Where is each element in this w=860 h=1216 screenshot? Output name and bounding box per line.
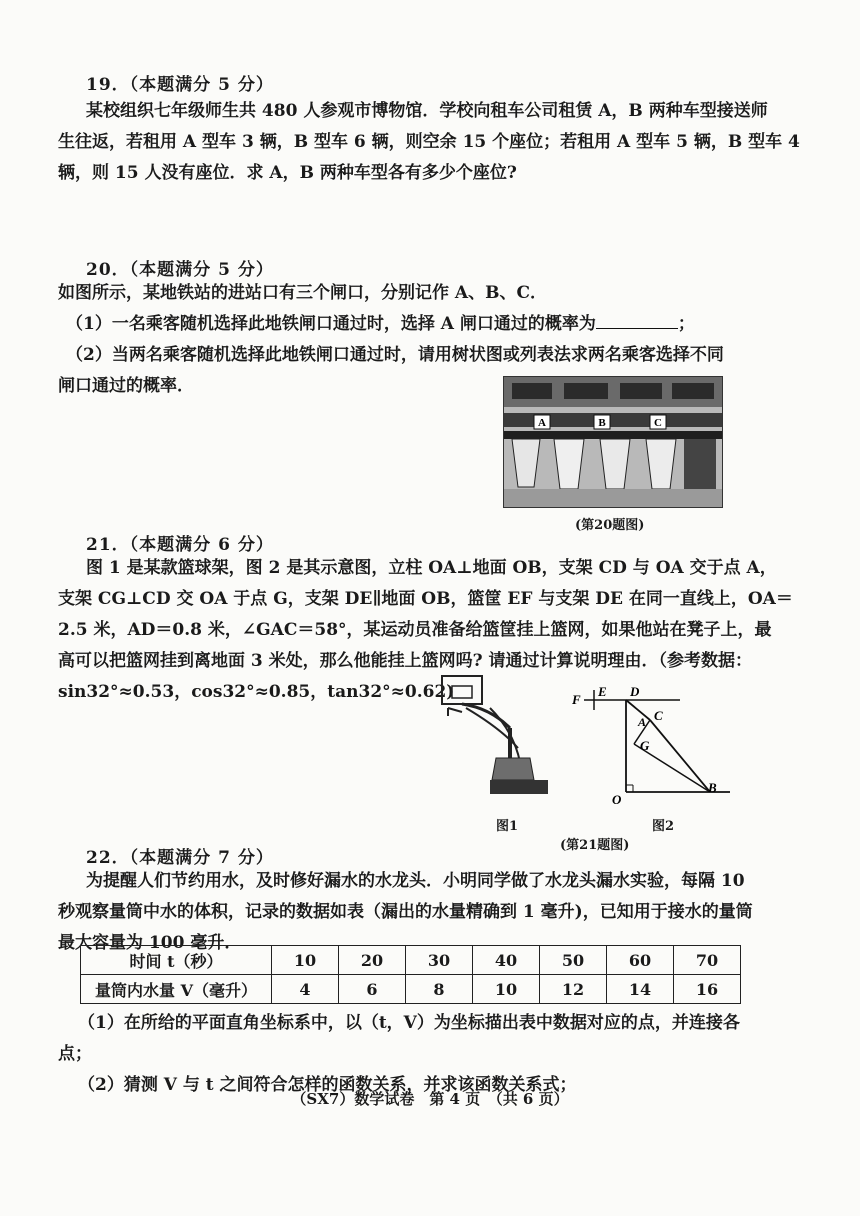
point-b-label: B [708, 780, 717, 795]
q22-title: 22．（本题满分 7 分） [86, 848, 274, 868]
table-cell: 20 [339, 946, 406, 975]
gate-label-b: B [598, 417, 606, 429]
table-cell: 30 [406, 946, 473, 975]
table-cell: 16 [674, 975, 741, 1004]
table-cell: 40 [473, 946, 540, 975]
q22-part1-line1: （1）在所给的平面直角坐标系中，以（t，V）为坐标描出表中数据对应的点，并连接各 [78, 1013, 740, 1033]
q21-line5: sin32°≈0.53，cos32°≈0.85，tan32°≈0.62) [58, 682, 455, 702]
table-row [81, 946, 741, 975]
q22-line2: 秒观察量筒中水的体积，记录的数据如表（漏出的水量精确到 1 毫升)，已知用于接水的量筒 [58, 902, 753, 922]
q20-part2-line1: （2）当两名乘客随机选择此地铁闸口通过时，请用树状图或列表法求两名乘客选择不同 [66, 345, 724, 365]
q21-line1: 图 1 是某款篮球架，图 2 是其示意图，立柱 OA⊥地面 OB，支架 CD 与 OA 交于点 A， [86, 558, 777, 578]
subway-gate-photo [503, 376, 723, 508]
table-cell: 10 [473, 975, 540, 1004]
q22-line3: 最大容量为 100 毫升． [58, 933, 242, 953]
point-c-label: C [654, 708, 663, 723]
table-cell: 10 [272, 946, 339, 975]
gate-label-a: A [538, 417, 546, 429]
subway-gate-illustration [504, 377, 722, 507]
table-cell: 6 [339, 975, 406, 1004]
q19-line2: 生往返，若租用 A 型车 3 辆，B 型车 6 辆，则空余 15 个座位；若租用 A 型车 5 辆，B 型车 4 [58, 132, 800, 152]
table-cell: 8 [406, 975, 473, 1004]
table-cell: 70 [674, 946, 741, 975]
point-o-label: O [612, 792, 622, 807]
q19-line3: 辆，则 15 人没有座位．求 A，B 两种车型各有多少个座位? [58, 163, 517, 183]
point-a-label: A [638, 715, 647, 729]
point-e-label: E [598, 684, 607, 699]
fig1-label: 图1 [496, 819, 519, 834]
q21-title: 21．（本题满分 6 分） [86, 535, 274, 555]
q21-line4: 高可以把篮网挂到离地面 3 米处，那么他能挂上篮网吗? 请通过计算说明理由．（参考数据： [58, 651, 753, 671]
q21-line3: 2.5 米，AD＝0.8 米，∠GAC＝58°，某运动员准备给篮筐挂上篮网，如果他站在凳子上，最 [58, 620, 772, 640]
q20-figure-caption: (第20题图) [575, 518, 645, 533]
table-cell: 12 [540, 975, 607, 1004]
schematic-figure [570, 680, 750, 810]
fig2-label: 图2 [652, 819, 675, 834]
table-cell: 4 [272, 975, 339, 1004]
point-g-label: G [640, 738, 650, 753]
q20-part1 [58, 309, 822, 340]
q19-body [58, 96, 822, 189]
table-cell: 50 [540, 946, 607, 975]
point-f-label: F [572, 692, 581, 707]
table-header-volume: 量筒内水量 V（毫升） [81, 975, 272, 1004]
gate-label-c: C [654, 417, 662, 429]
table-cell: 60 [607, 946, 674, 975]
point-d-label: D [630, 684, 640, 699]
q19-line1: 某校组织七年级师生共 480 人参观市博物馆．学校向租车公司租赁 A，B 两种车型接送师 [86, 101, 768, 121]
answer-blank[interactable] [596, 312, 678, 329]
q22-line1: 为提醒人们节约用水，及时修好漏水的水龙头．小明同学做了水龙头漏水实验，每隔 10 [86, 871, 745, 891]
q22-part2: （2）猜测 V 与 t 之间符合怎样的函数关系，并求该函数关系式； [78, 1075, 577, 1095]
q20-part2-line2: 闸口通过的概率． [58, 376, 194, 396]
q20-intro: 如图所示，某地铁站的进站口有三个闸口，分别记作 A、B、C． [58, 283, 548, 303]
q20-part1-text: （1）一名乘客随机选择此地铁闸口通过时，选择 A 闸口通过的概率为 [66, 314, 596, 334]
basketball-stand-figure [430, 668, 570, 808]
page-footer: （SX7）数学试卷 第 4 页 （共 6 页） [291, 1090, 569, 1108]
q22-part1-line2: 点； [58, 1044, 92, 1064]
q20-part1-suffix: ； [677, 314, 695, 334]
q21-figure-caption: (第21题图) [560, 838, 630, 853]
table-cell: 14 [607, 975, 674, 1004]
table-row [81, 975, 741, 1004]
q20-title: 20．（本题满分 5 分） [86, 260, 274, 280]
water-data-table [80, 945, 741, 1004]
q19-title: 19．（本题满分 5 分） [86, 75, 274, 95]
q21-line2: 支架 CG⊥CD 交 OA 于点 G，支架 DE∥地面 OB，篮筐 EF 与支架 DE 在同一直线上，OA＝ [58, 589, 793, 609]
table-header-time: 时间 t（秒） [81, 946, 272, 975]
